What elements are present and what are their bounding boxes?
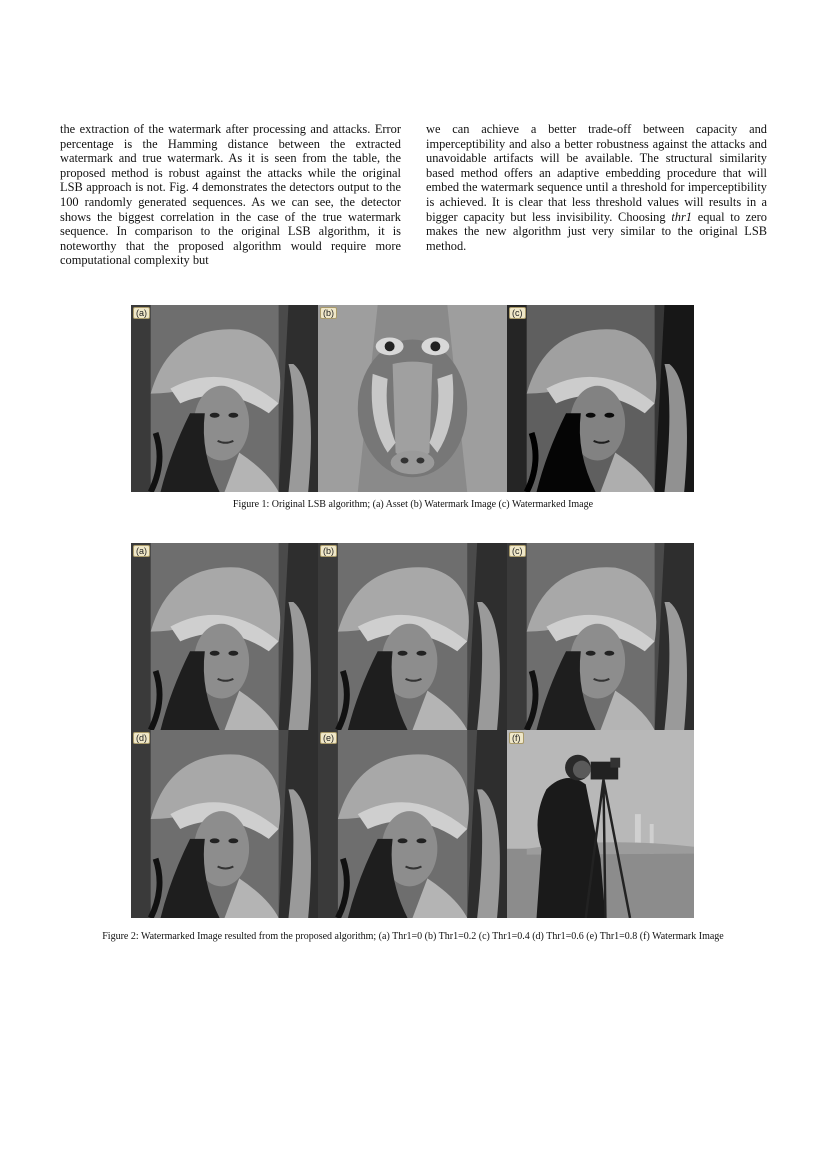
fig1-panel-a [131,305,318,492]
fig2-label-a: (a) [133,545,150,557]
figure1-caption: Figure 1: Original LSB algorithm; (a) Asset (b) Watermark Image (c) Watermarked Image [232,499,594,510]
fig1-label-a: (a) [133,307,150,319]
body-right-paragraph [426,122,767,253]
body-right-text-2: equal to zero makes the new algorithm just very similar to the original LSB method. [426,209,767,253]
fig1-label-b: (b) [320,307,337,319]
fig2-image-b [318,543,507,730]
body-right-text-1: we can achieve a better trade-off between capacity and imperceptibility and also a better robustness against the attacks and unavoidable artifacts will be available. The structural similarity based method offers an adaptive embedding procedure that will embed the watermark sequence until a threshold for imperceptibility is achieved. It is clear that less threshold values will results in a bigger capacity but less invisibility. Choosing [426,122,767,224]
thr1-symbol: thr1 [671,209,692,224]
fig2-image-a [131,543,318,730]
fig1-image-c [507,305,694,492]
fig2-panel-b [318,543,507,730]
fig2-label-f: (f) [509,732,524,744]
fig2-label-b: (b) [320,545,337,557]
fig2-image-c [507,543,694,730]
fig1-panel-c [507,305,694,492]
fig2-panel-c [507,543,694,730]
fig2-panel-e [318,730,507,918]
body-left-paragraph: the extraction of the watermark after processing and attacks. Error percentage is the Hamming distance between the extracted watermark and true watermark. As it is seen from the table, the proposed method is robust against the attacks while the original LSB approach is not. Fig. 4 demonstrates the detectors output to the 100 randomly generated sequences. As we can see, the detector shows the biggest correlation in the case of the true watermark sequence. In comparison to the original LSB algorithm, it is noteworthy that the proposed algorithm would require more computational complexity but [60,122,401,268]
fig2-image-e [318,730,507,918]
fig1-label-c: (c) [509,307,526,319]
fig1-image-a [131,305,318,492]
figure2-caption: Figure 2: Watermarked Image resulted from the proposed algorithm; (a) Thr1=0 (b) Thr1=0.2 (c) Thr1=0.4 (d) Thr1=0.6 (e) Thr1=0.8 (f) Watermark Image [102,931,724,942]
fig2-image-f [507,730,694,918]
fig2-panel-d [131,730,318,918]
body-left-column [60,122,401,268]
fig1-panel-b [318,305,507,492]
fig2-image-d [131,730,318,918]
fig1-image-b [318,305,507,492]
fig2-label-c: (c) [509,545,526,557]
fig2-label-e: (e) [320,732,337,744]
fig2-label-d: (d) [133,732,150,744]
fig2-panel-f [507,730,694,918]
body-right-column [426,122,767,253]
fig2-panel-a [131,543,318,730]
